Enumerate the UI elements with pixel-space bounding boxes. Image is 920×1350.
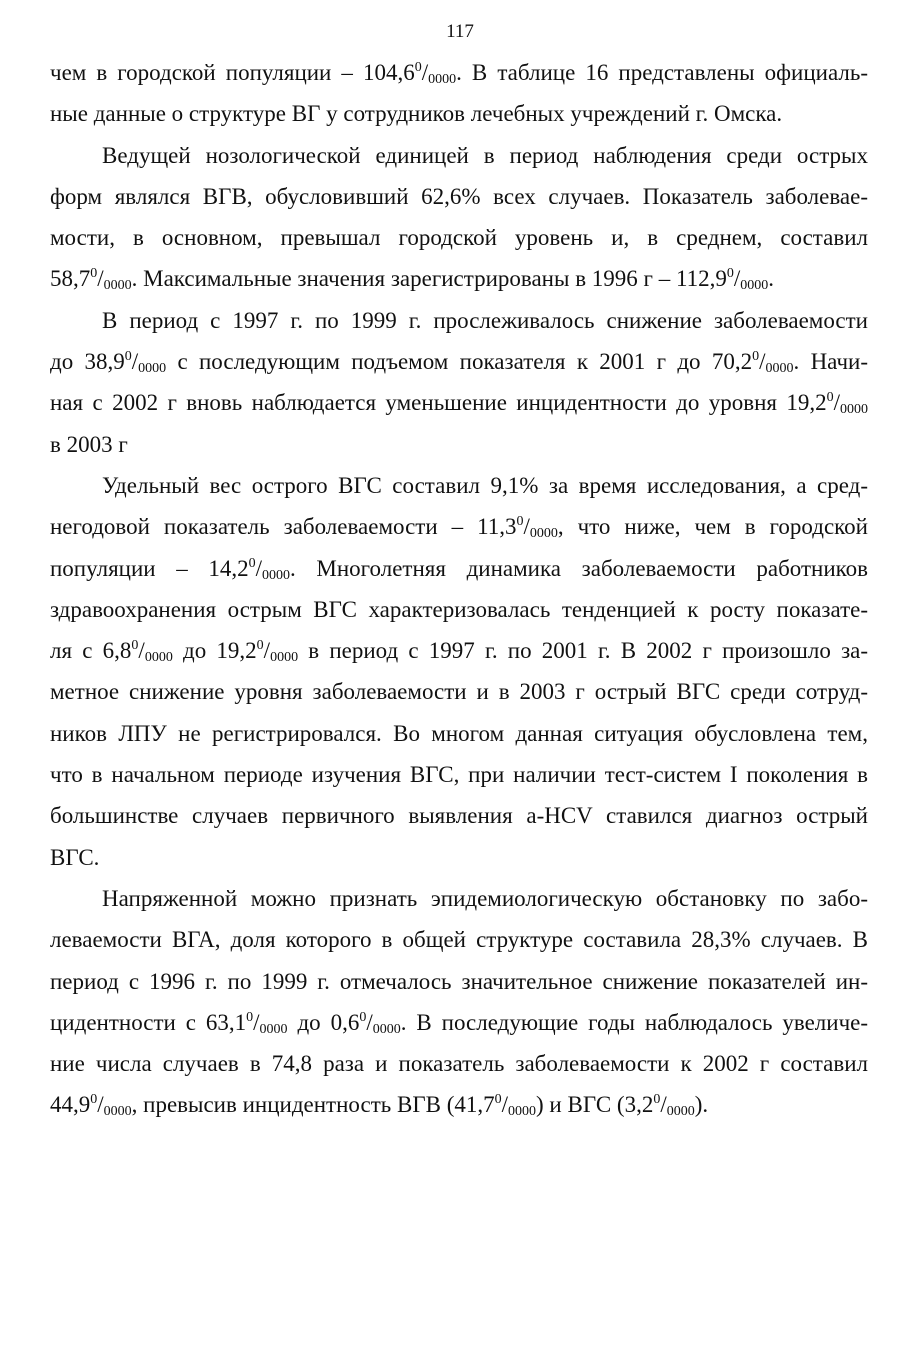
text-run: ников ЛПУ не регистрировался. Во многом данная ситуация обусловлена тем, <box>50 720 868 746</box>
subscript: 0000 <box>262 567 291 583</box>
text-run: Напряженной можно признать эпидемиологическую обстановку по забо- <box>102 885 868 911</box>
text-line <box>50 1084 868 1125</box>
fraction-slash: / <box>263 638 271 664</box>
fraction-slash: / <box>501 1092 509 1118</box>
superscript: 0 <box>826 390 834 406</box>
text-line <box>50 506 868 547</box>
text-line <box>50 671 868 712</box>
superscript: 0 <box>516 514 524 530</box>
subscript: 0000 <box>529 526 558 542</box>
text-line <box>50 961 868 1002</box>
text-run: до 0,6 <box>287 1009 360 1035</box>
text-run: Ведущей нозологической единицей в период наблюдения среди острых <box>102 142 868 168</box>
subscript: 0000 <box>508 1104 537 1120</box>
superscript: 0 <box>653 1092 661 1108</box>
superscript: 0 <box>90 266 98 282</box>
text-line <box>50 878 868 919</box>
text-run: в 2003 г <box>50 431 128 457</box>
text-run: ) и ВГС (3,2 <box>536 1092 654 1118</box>
text-line <box>50 300 868 341</box>
text-run: . Начи- <box>793 349 869 375</box>
superscript: 0 <box>246 1009 254 1025</box>
text-run: . Многолетняя динамика заболеваемости работников <box>290 555 869 581</box>
text-run: леваемости ВГА, доля которого в общей структуре составила 28,3% случаев. В <box>50 927 868 953</box>
fraction-slash: / <box>253 1009 260 1035</box>
text-line <box>50 465 868 506</box>
text-line <box>50 754 868 795</box>
superscript: 0 <box>256 638 264 654</box>
fraction-slash: / <box>255 555 263 581</box>
text-line <box>50 1002 868 1043</box>
text-line <box>50 919 868 960</box>
text-run: . <box>768 266 775 292</box>
fraction-slash: / <box>138 638 145 664</box>
text-run: 44,9 <box>50 1092 91 1118</box>
fraction-slash: / <box>733 266 741 292</box>
text-run: до 19,2 <box>172 638 257 664</box>
text-line <box>50 135 868 176</box>
text-line <box>50 837 868 878</box>
subscript: 0000 <box>103 278 132 294</box>
text-run: мости, в основном, превышал городской уровень и, в среднем, составил <box>50 225 868 251</box>
superscript: 0 <box>414 60 422 75</box>
subscript: 0000 <box>428 72 457 87</box>
text-line <box>50 52 868 93</box>
text-run: . В последующие годы наблюдалось увеличе- <box>400 1009 869 1035</box>
text-run: в период с 1997 г. по 2001 г. В 2002 г произошло за- <box>298 638 869 664</box>
superscript: 0 <box>494 1092 502 1108</box>
fraction-slash: / <box>97 1092 104 1118</box>
text-line <box>50 548 868 589</box>
page-number: 117 <box>446 21 474 42</box>
text-line <box>50 176 868 217</box>
subscript: 0000 <box>740 278 769 294</box>
text-line <box>50 1043 868 1084</box>
text-run: . Максимальные значения зарегистрированы в 1996 г – 112,9 <box>131 266 727 292</box>
subscript: 0000 <box>765 361 794 377</box>
text-run: , превысив инцидентность ВГВ (41,7 <box>131 1092 495 1118</box>
text-line <box>50 424 868 465</box>
superscript: 0 <box>90 1092 98 1108</box>
text-line <box>50 795 868 836</box>
text-run: Удельный вес острого ВГС составил 9,1% за время исследования, а сред- <box>102 472 868 498</box>
subscript: 0000 <box>270 650 299 666</box>
text-run: форм являлся ВГВ, обусловивший 62,6% всех случаев. Показатель заболевае- <box>50 183 868 209</box>
text-run: 58,7 <box>50 266 91 292</box>
superscript: 0 <box>248 555 256 571</box>
subscript: 0000 <box>372 1021 401 1037</box>
text-run: , что ниже, чем в городской <box>557 514 868 540</box>
text-run: ная с 2002 г вновь наблюдается уменьшение инцидентности до уровня 19,2 <box>50 390 827 416</box>
text-run: В период с 1997 г. по 1999 г. прослеживалось снижение заболеваемости <box>102 307 868 333</box>
fraction-slash: / <box>660 1092 667 1118</box>
superscript: 0 <box>726 266 734 282</box>
fraction-slash: / <box>131 349 139 375</box>
fraction-slash: / <box>421 60 429 85</box>
superscript: 0 <box>359 1009 367 1025</box>
text-run: ные данные о структуре ВГ у сотрудников лечебных учреждений г. Омска. <box>50 101 783 127</box>
text-line <box>50 382 868 423</box>
body-text <box>50 52 868 1126</box>
text-line <box>50 713 868 754</box>
superscript: 0 <box>124 349 132 365</box>
text-run: ля с 6,8 <box>50 638 132 664</box>
text-run: цидентности с 63,1 <box>50 1009 247 1035</box>
text-run: до 38,9 <box>50 349 125 375</box>
text-line <box>50 258 868 299</box>
subscript: 0000 <box>666 1104 695 1120</box>
text-run: популяции – 14,2 <box>50 555 249 581</box>
text-run: большинстве случаев первичного выявления a-HCV ставился диагноз острый <box>50 803 868 829</box>
fraction-slash: / <box>366 1009 373 1035</box>
text-run: период с 1996 г. по 1999 г. отмечалось значительное снижение показателей ин- <box>50 968 868 994</box>
text-run: ). <box>694 1092 709 1118</box>
text-run: . В таблице 16 представлены официаль- <box>456 60 868 85</box>
fraction-slash: / <box>523 514 530 540</box>
fraction-slash: / <box>97 266 104 292</box>
text-line <box>50 630 868 671</box>
subscript: 0000 <box>259 1021 288 1037</box>
fraction-slash: / <box>759 349 766 375</box>
text-line <box>50 217 868 258</box>
text-run: метное снижение уровня заболеваемости и в 2003 г острый ВГС среди сотруд- <box>50 679 868 705</box>
subscript: 0000 <box>144 650 173 666</box>
subscript: 0000 <box>840 402 868 418</box>
text-line <box>50 589 868 630</box>
superscript: 0 <box>131 638 139 654</box>
text-run: ВГС. <box>50 844 100 870</box>
fraction-slash: / <box>833 390 840 416</box>
subscript: 0000 <box>103 1104 132 1120</box>
text-run: с последующим подъемом показателя к 2001 г до 70,2 <box>166 349 753 375</box>
superscript: 0 <box>752 349 760 365</box>
text-run: здравоохранения острым ВГС характеризовалась тенденцией к росту показате- <box>50 596 868 622</box>
text-run: что в начальном периоде изучения ВГС, при наличии тест-систем I поколения в <box>50 762 868 788</box>
text-run: негодовой показатель заболеваемости – 11,3 <box>50 514 517 540</box>
text-line <box>50 341 868 382</box>
text-line <box>50 93 868 134</box>
text-run: ние числа случаев в 74,8 раза и показатель заболеваемости к 2002 г составил <box>50 1051 868 1077</box>
subscript: 0000 <box>138 361 167 377</box>
text-run: чем в городской популяции – 104,6 <box>50 60 415 85</box>
